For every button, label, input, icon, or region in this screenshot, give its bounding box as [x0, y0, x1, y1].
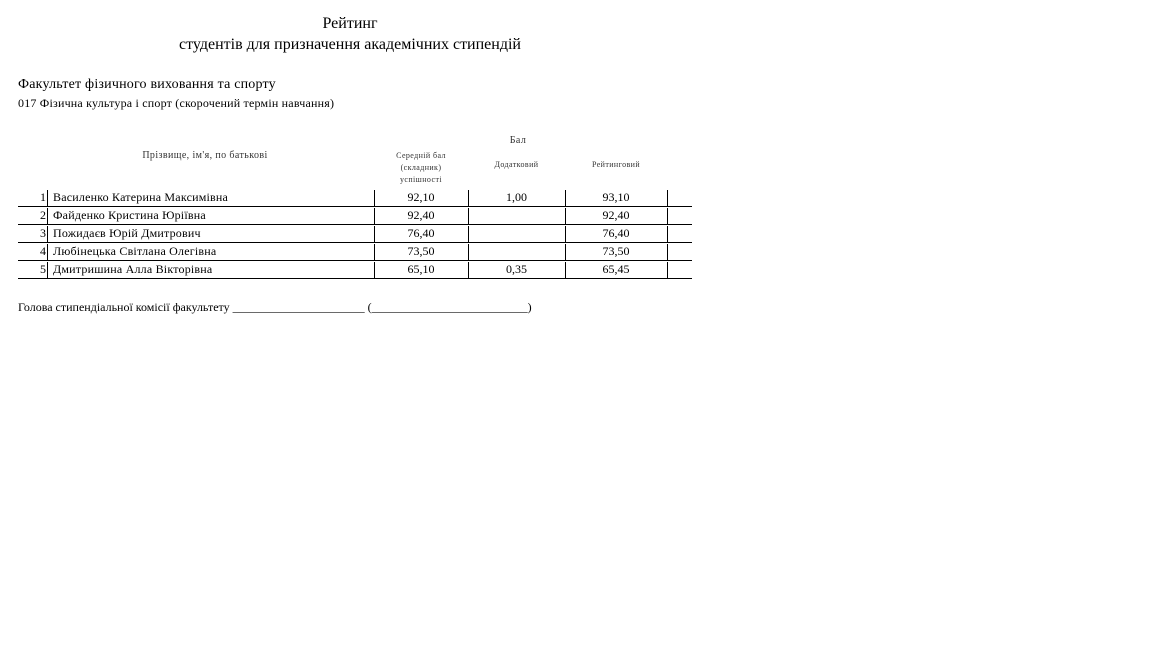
column-divider: [667, 262, 668, 278]
rating-score: 65,45: [602, 262, 630, 276]
additional-score: 1,00: [506, 190, 527, 204]
average-score: 92,40: [407, 208, 435, 222]
column-header-average-line1: Середній бал: [396, 151, 446, 160]
column-header-name: Прізвище, ім'я, по батькові: [142, 150, 268, 161]
column-divider: [47, 244, 48, 260]
program-name: 017 Фізична культура і спорт (скорочений термін навчання): [18, 96, 335, 110]
column-header-additional: Додатковий: [494, 160, 539, 169]
average-score: 73,50: [407, 244, 435, 258]
rating-score: 76,40: [602, 226, 630, 240]
student-name: Файденко Кристина Юріївна: [53, 208, 206, 222]
table-row: [18, 207, 692, 225]
student-name: Василенко Катерина Максимівна: [53, 190, 229, 204]
column-divider: [47, 262, 48, 278]
rating-table: [18, 189, 692, 279]
row-number: 1: [40, 190, 46, 204]
column-divider: [47, 190, 48, 206]
column-divider: [468, 208, 469, 224]
row-number: 3: [40, 226, 46, 240]
average-score: 76,40: [407, 226, 435, 240]
row-number: 5: [40, 262, 46, 276]
column-header-average-line3: успішності: [400, 175, 442, 184]
rating-score: 92,40: [602, 208, 630, 222]
column-divider: [667, 190, 668, 206]
row-number: 4: [40, 244, 46, 258]
additional-score: 0,35: [506, 262, 527, 276]
column-divider: [468, 244, 469, 260]
faculty-name: Факультет фізичного виховання та спорту: [18, 77, 276, 92]
document-title: Рейтинг: [322, 15, 378, 32]
table-row: [18, 243, 692, 261]
student-name: Дмитришина Алла Вікторівна: [53, 262, 213, 276]
student-name: Пожидаєв Юрій Дмитрович: [53, 226, 201, 240]
rating-score: 93,10: [602, 190, 630, 204]
document-subtitle: студентів для призначення академічних стипендій: [178, 36, 521, 53]
column-header-average: [374, 150, 468, 186]
rating-score: 73,50: [602, 244, 630, 258]
column-header-rating: Рейтинговий: [591, 160, 641, 169]
column-header-bal: Бал: [509, 135, 527, 146]
row-number: 2: [40, 208, 46, 222]
column-divider: [667, 208, 668, 224]
signature-line: Голова стипендіальної комісії факультету ______________________ (__________________________): [18, 300, 532, 314]
column-divider: [667, 244, 668, 260]
column-divider: [47, 208, 48, 224]
student-name: Любінецька Світлана Олегівна: [53, 244, 217, 258]
table-row: [18, 261, 692, 279]
column-divider: [468, 226, 469, 242]
column-divider: [667, 226, 668, 242]
table-row: [18, 189, 692, 207]
column-divider: [47, 226, 48, 242]
column-header-average-line2: (складник): [400, 163, 442, 172]
average-score: 92,10: [407, 190, 435, 204]
table-row: [18, 225, 692, 243]
average-score: 65,10: [407, 262, 435, 276]
